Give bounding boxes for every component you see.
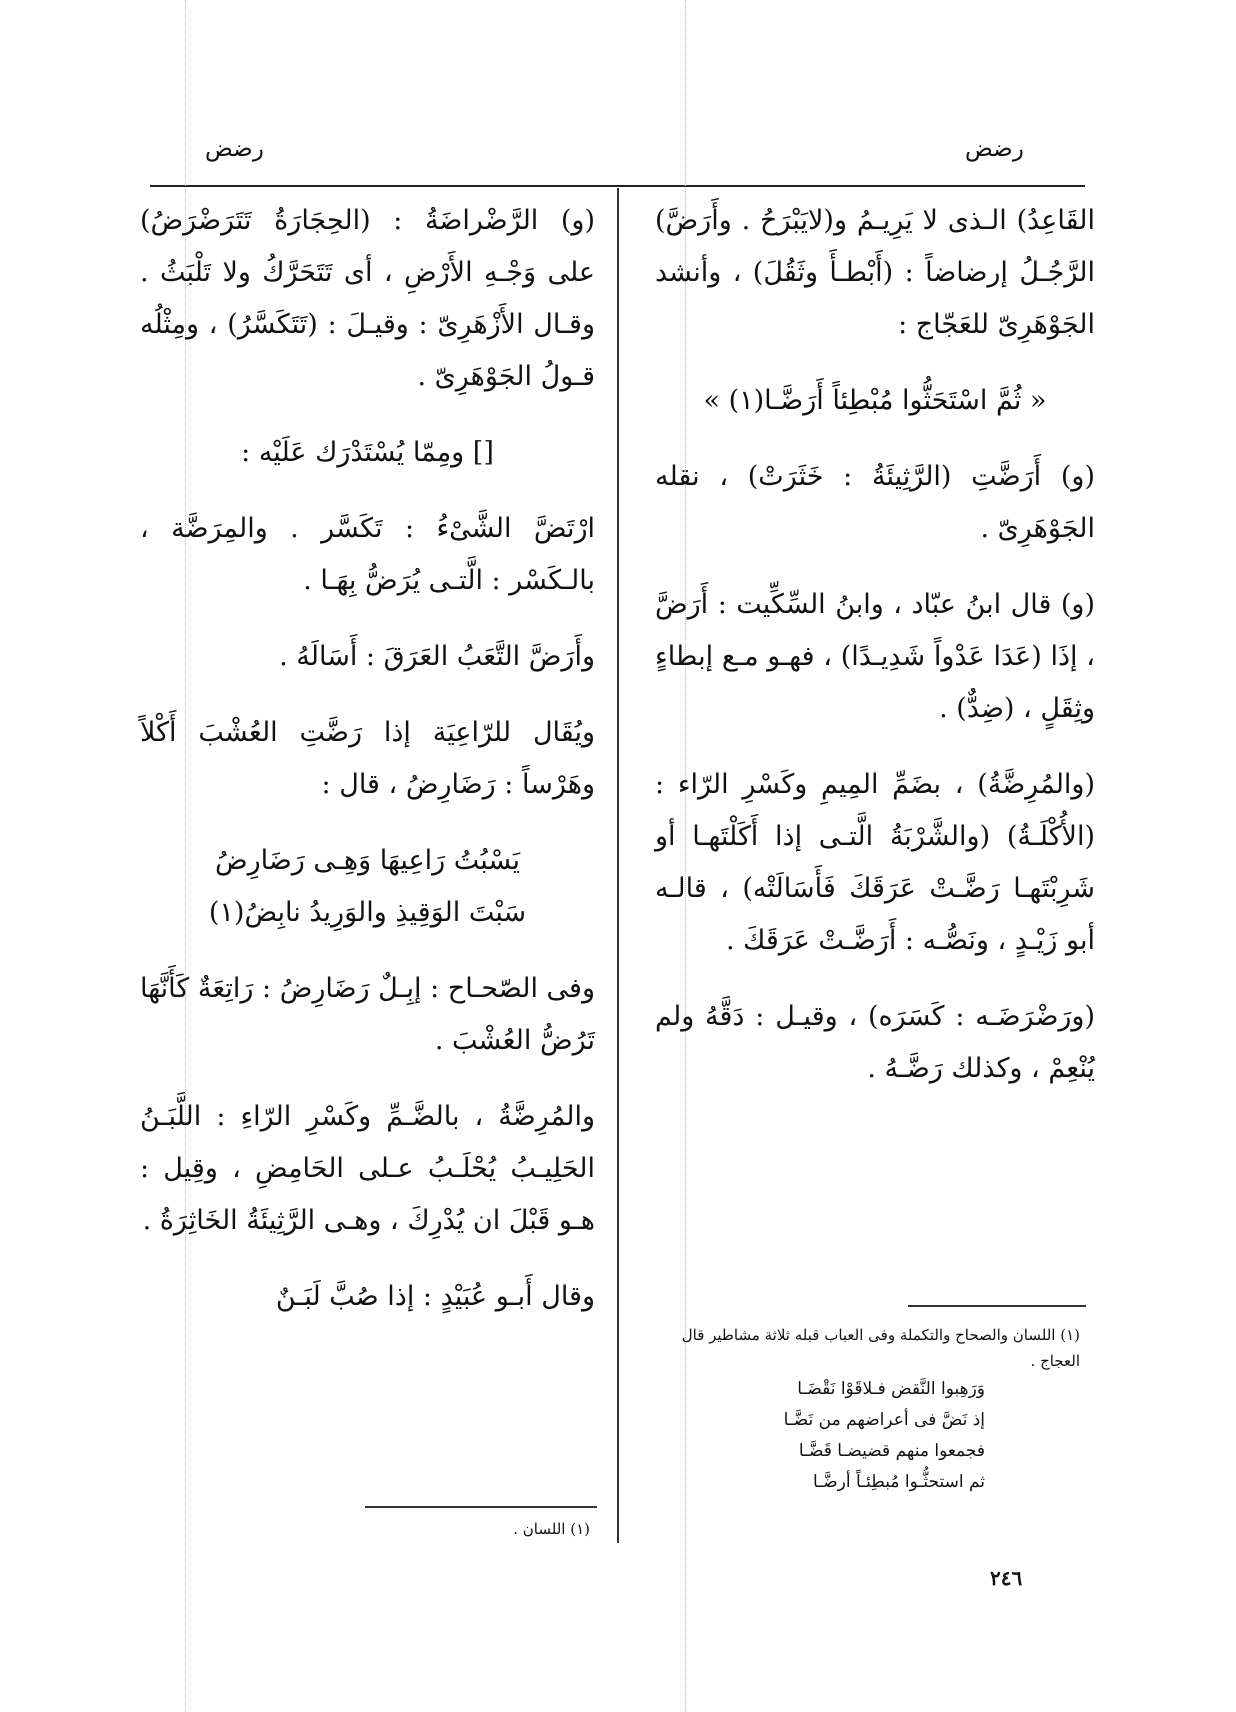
footnote-text: (١) اللسان . <box>513 1520 590 1538</box>
paragraph: وفى الصّحـاح : إبِـلٌ رَضَارِضُ : رَاتِعَةٌ كَأَنَّهَا تَرُضُّ العُشْبَ . <box>140 973 595 1056</box>
page-number: ٢٤٦ <box>990 1566 1023 1590</box>
footnote-rule <box>365 1506 597 1508</box>
paragraph: وأَرَضَّ التَّعَبُ العَرَقَ : أَسَالَهُ . <box>279 641 595 672</box>
paragraph: والمُرِضَّةُ ، بالضَّـمِّ وكَسْرِ الرّاءِ : اللَّبَـنُ الحَلِيـبُ يُحْلَـبُ عـلى الحَامِضِ ، وقِيل : هـو قَبْلَ ان يُدْرِكَ ، وهـى الرَّثِيئَةُ الخَاثِرَةُ . <box>140 1101 595 1236</box>
section-heading: [] ومِمّا يُسْتَدْرَك عَلَيْه : <box>241 437 494 468</box>
paragraph: (و) الرَّضْراضَةُ : (الحِجَارَةُ تَتَرَضْرَضُ) على وَجْـهِ الأَرْضِ ، أى تَتَحَرَّكُ ولا تَلْبَثُ . وقـال الأَزْهَرِىّ : وقيـلَ : (تَتَكَسَّرُ) ، ومِثْلُه قـولُ الجَوْهَرِىّ . <box>140 205 595 392</box>
paragraph: (والمُرِضَّةُ) ، بضَمِّ المِيمِ وكَسْرِ الرّاء : (الأُكْلَـةُ) (والشَّرْبَةُ الَّتـى إذا أَكَلْتَهـا أو شَرِبْتَهـا رَضَّـتْ عَرَقَكَ فَأَسَالَتْه) ، قالـه أبو زَيْـدٍ ، ونَصُّـه : أَرَضَّـتْ عَرَقَكَ . <box>655 769 1095 956</box>
footnote-verse: فجمعوا منهم قضيضـا قَضَّـا <box>798 1441 985 1461</box>
header-entry-word-left: رضض <box>205 136 264 162</box>
footnote-verse: إذ نَضَّ فى أعراضهم من نَضَّـا <box>783 1410 985 1430</box>
paragraph: (و) قال ابنُ عبّاد ، وابنُ السِّكِّيت : أَرَضَّ ، إذَا (عَدَا عَدْواً شَدِيـدًا) ، فهـو مـع إبطاءٍ وثِقَلٍ ، (ضِدٌّ) . <box>655 589 1095 724</box>
paragraph: (ورَضْرَضَـه : كَسَرَه) ، وقيـل : دَقَّهُ ولم يُنْعِمْ ، وكذلك رَضَّـهُ . <box>655 1001 1095 1084</box>
poetry-verse: سَبْتَ الوَقِيذِ والوَرِيدُ نابِضُ(١) <box>208 897 527 928</box>
footnote-verse: ثم استحثُّـوا مُبطِئـاً أرضَّـا <box>813 1472 985 1492</box>
paragraph: ارْتَضَّ الشَّىْءُ : تَكَسَّر . والمِرَضَّة ، بالـكَسْر : الَّتـى يُرَضُّ بِهَـا . <box>140 513 595 596</box>
footnote-text: (١) اللسان والصحاح والتكملة وفى العباب قبله ثلاثة مشاطير قال العجاج . <box>681 1326 1080 1370</box>
header-entry-word-right: رضض <box>965 136 1024 162</box>
paragraph: القَاعِدُ) الـذى لا يَرِيـمُ و(لايَبْرَحُ . وأَرَضَّ) الرَّجُـلُ إرضاضاً : (أَبْطـأَ وثَقُلَ) ، وأنشد الجَوْهَرِىّ للعَجّاج : <box>655 205 1095 340</box>
header-rule <box>150 185 1085 187</box>
footnotes-right <box>655 1322 1080 1498</box>
poetry-verse: يَسْبُتُ رَاعِيهَا وَهِـى رَضَارِضُ <box>214 845 521 876</box>
left-text-column <box>140 195 595 1347</box>
footnote-verse: وَرَهِبوا النَّقض فـلاقَوْا نَقْضَـا <box>797 1379 985 1399</box>
footnote-rule <box>908 1305 1086 1307</box>
poetry-verse: « ثُمَّ اسْتَحَثُّوا مُبْطِئاً أَرَضَّـا(١) » <box>703 385 1047 416</box>
paragraph: وقال أَبـو عُبَيْدٍ : إذا صُبَّ لَبَـنٌ <box>275 1281 595 1312</box>
right-text-column <box>655 195 1095 1119</box>
paragraph: ويُقَال للرّاعِيَة إذا رَضَّتِ العُشْبَ أَكْلاً وهَرْساً : رَضَارِضُ ، قال : <box>140 717 595 800</box>
paragraph: (و) أَرَضَّتِ (الرَّثِيئَةُ : خَثَرَتْ) ، نقله الجَوْهَرِىّ . <box>655 461 1095 544</box>
footnotes-left <box>470 1516 590 1542</box>
column-divider <box>617 188 619 1543</box>
